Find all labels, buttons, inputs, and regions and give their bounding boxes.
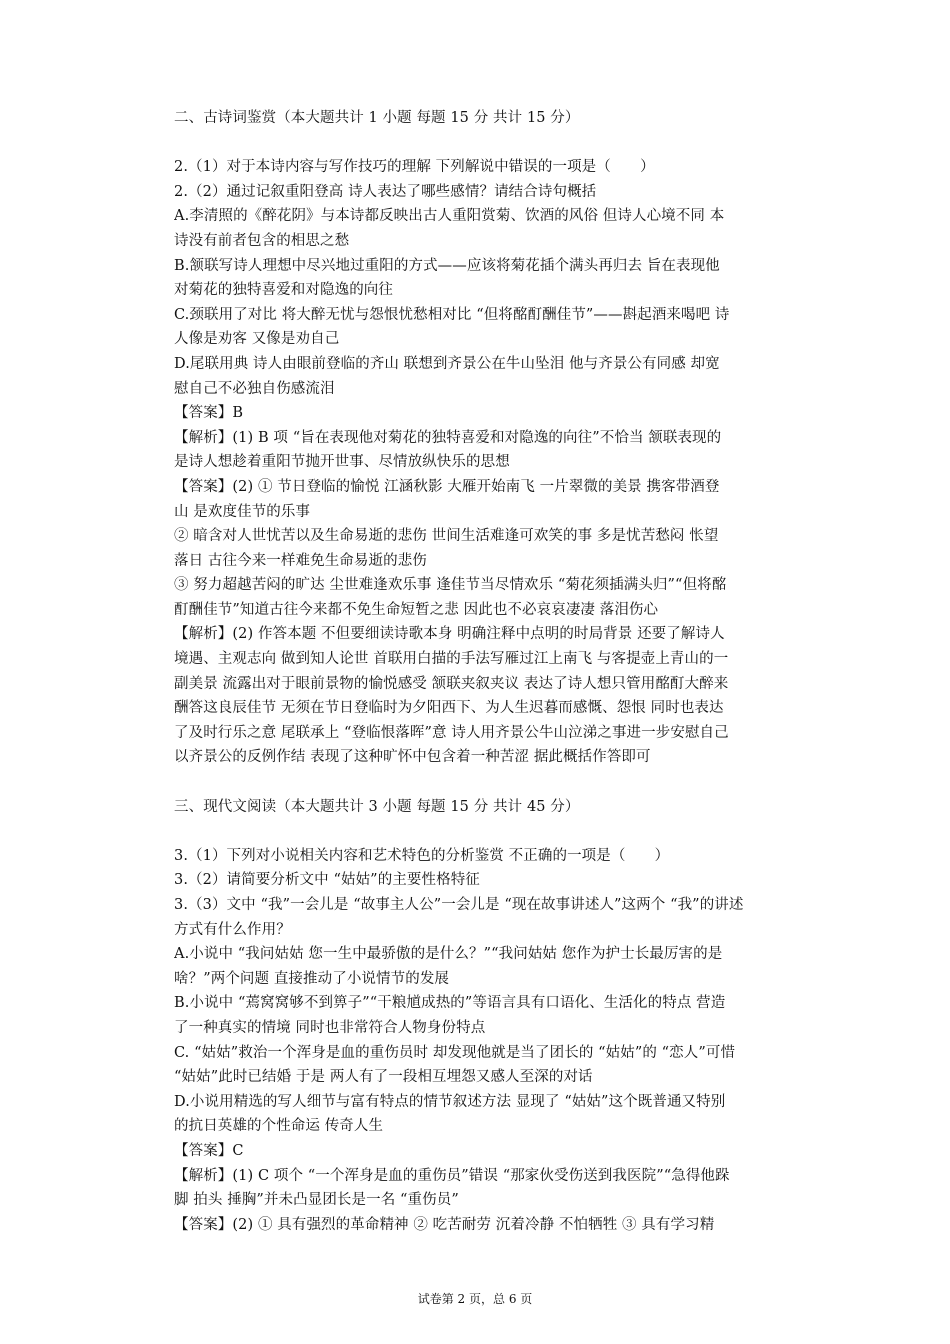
analysis-line: 【解析】(1) B 项 “旨在表现他对菊花的独特喜爱和对隐逸的向往”不恰当 颔联表现的 bbox=[174, 429, 722, 446]
option-line: 人像是劝客 又像是劝自己 bbox=[174, 331, 340, 348]
answer-line: 【答案】(2) ① 节日登临的愉悦 江涵秋影 大雁开始南飞 一片翠微的美景 携客带酒登 bbox=[174, 478, 720, 495]
spacer bbox=[174, 819, 814, 844]
page-footer: 试卷第 2 页，总 6 页 bbox=[417, 1292, 533, 1306]
option-line: C. “姑姑”救治一个浑身是血的重伤员时 却发现他就是当了团长的 “姑姑”的 “恋人”可惜 bbox=[174, 1044, 736, 1061]
analysis-line: 是诗人想趁着重阳节抛开世事、尽情放纵快乐的思想 bbox=[174, 454, 510, 471]
analysis-line: 酬答这良辰佳节 无须在节日登临时为夕阳西下、为人生迟暮而感慨、怨恨 同时也表达 bbox=[174, 700, 724, 717]
answer-line: 【答案】C bbox=[174, 1142, 244, 1159]
option-line: A.李清照的《醉花阴》与本诗都反映出古人重阳赏菊、饮酒的风俗 但诗人心境不同 本 bbox=[174, 208, 725, 225]
answer-line: 落日 古往今来一样难免生命易逝的悲伤 bbox=[174, 552, 427, 569]
spacer bbox=[174, 770, 814, 795]
analysis-line: 以齐景公的反例作结 表现了这种旷怀中包含着一种苦涩 据此概括作答即可 bbox=[174, 749, 651, 766]
spacer bbox=[174, 131, 814, 156]
analysis-line: 【解析】(2) 作答本题 不但要细读诗歌本身 明确注释中点明的时局背景 还要了解诗人 bbox=[174, 626, 725, 643]
analysis-line: 境遇、主观志向 做到知人论世 首联用白描的手法写雁过江上南飞 与客提壶上青山的一 bbox=[174, 651, 729, 668]
analysis-line: 【解析】(1) C 项个 “一个浑身是血的重伤员”错误 “那家伙受伤送到我医院”“急得他跺 bbox=[174, 1167, 730, 1184]
option-line: “姑姑”此时已结婚 于是 两人有了一段相互埋怨又感人至深的对话 bbox=[174, 1069, 593, 1086]
question-line: 3.（2）请简要分析文中 “姑姑”的主要性格特征 bbox=[174, 872, 480, 889]
question-line: 2.（2）通过记叙重阳登高 诗人表达了哪些感情？请结合诗句概括 bbox=[174, 183, 597, 200]
analysis-line: 副美景 流露出对于眼前景物的愉悦感受 颔联夹叙夹议 表达了诗人想只管用酩酊大醉来 bbox=[174, 675, 729, 692]
answer-line: 【答案】(2) ① 具有强烈的革命精神 ② 吃苦耐劳 沉着冷静 不怕牺牲 ③ 具有学习精 bbox=[174, 1216, 715, 1233]
option-line: D.尾联用典 诗人由眼前登临的齐山 联想到齐景公在牛山坠泪 他与齐景公有同感 却宽 bbox=[174, 355, 720, 372]
question-line: 方式有什么作用？ bbox=[174, 921, 291, 938]
section-heading: 二、古诗词鉴赏（本大题共计 1 小题 每题 15 分 共计 15 分） bbox=[174, 110, 580, 126]
section-heading: 三、现代文阅读（本大题共计 3 小题 每题 15 分 共计 45 分） bbox=[174, 798, 580, 815]
answer-line: ③ 努力超越苦闷的旷达 尘世难逢欢乐事 逢佳节当尽情欢乐 “菊花须插满头归”“但将酩 bbox=[174, 577, 727, 594]
question-line: 2.（1）对于本诗内容与写作技巧的理解 下列解说中错误的一项是（ ） bbox=[174, 159, 655, 176]
analysis-line: 了及时行乐之意 尾联承上 “登临恨落晖”意 诗人用齐景公牛山泣涕之事进一步安慰自己 bbox=[174, 724, 729, 741]
option-line: 诗没有前者包含的相思之愁 bbox=[174, 232, 350, 249]
option-line: B.小说中 “蔫窝窝够不到箅子”“干粮馗成热的”等语言具有口语化、生活化的特点 营造 bbox=[174, 995, 726, 1012]
option-line: 对菊花的独特喜爱和对隐逸的向往 bbox=[174, 282, 393, 299]
option-line: 啥？”两个问题 直接推动了小说情节的发展 bbox=[174, 970, 450, 987]
page-content bbox=[174, 106, 814, 1237]
answer-line: 酊酬佳节”知道古往今来都不免生命短暂之悲 因此也不必哀哀凄凄 落泪伤心 bbox=[174, 601, 659, 618]
answer-line: ② 暗含对人世忧苦以及生命易逝的悲伤 世间生活难逢可欢笑的事 多是忧苦愁闷 怅望 bbox=[174, 528, 719, 545]
option-line: 了一种真实的情境 同时也非常符合人物身份特点 bbox=[174, 1019, 486, 1036]
option-line: C.颈联用了对比 将大醉无忧与怨恨忧愁相对比 “但将酩酊酬佳节”——斟起酒来喝吧 诗 bbox=[174, 306, 730, 323]
question-line: 3.（3）文中 “我”一会儿是 “故事主人公”一会儿是 “现在故事讲述人”这两个 “我”的讲述 bbox=[174, 897, 744, 913]
option-line: D.小说用精选的写人细节与富有特点的情节叙述方法 显现了 “姑姑”这个既普通又特别 bbox=[174, 1093, 726, 1110]
option-line: B.颔联写诗人理想中尽兴地过重阳的方式——应该将菊花插个满头再归去 旨在表现他 bbox=[174, 257, 720, 274]
answer-line: 【答案】B bbox=[174, 405, 244, 422]
option-line: 慰自己不必独自伤感流泪 bbox=[174, 380, 335, 397]
option-line: 的抗日英雄的个性命运 传奇人生 bbox=[174, 1118, 384, 1135]
question-line: 3.（1）下列对小说相关内容和艺术特色的分析鉴赏 不正确的一项是（ ） bbox=[174, 847, 670, 864]
answer-line: 山 是欢度佳节的乐事 bbox=[174, 503, 311, 520]
analysis-line: 脚 拍头 捶胸”并未凸显团长是一名 “重伤员” bbox=[174, 1192, 459, 1209]
option-line: A.小说中 “我问姑姑 您一生中最骄傲的是什么？”“我问姑姑 您作为护士长最厉害的是 bbox=[174, 946, 723, 963]
